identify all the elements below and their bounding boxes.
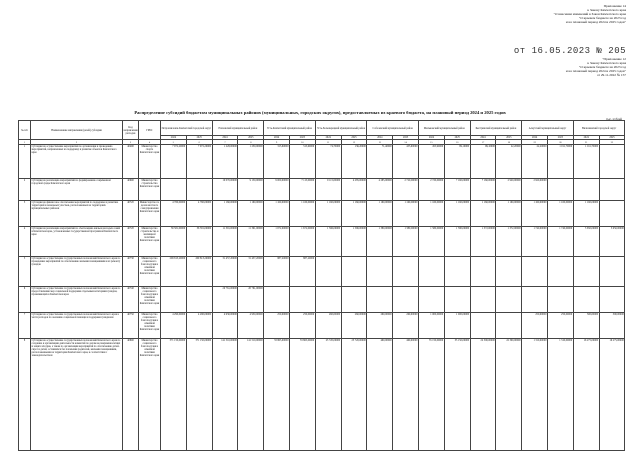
row-amount: 22,20000 [522, 145, 548, 179]
row-amount [573, 257, 599, 287]
row-subsidy-name: Субсидии на осуществление государственных полномочий Камчатского края по предоставлению мер социальной поддержки отдельным категориям граждан, проживающих в Камчатском крае [31, 287, 123, 313]
row-amount: 1 580,00000 [444, 227, 470, 257]
row-amount [599, 257, 625, 287]
row-amount: 1 580,00000 [419, 227, 445, 257]
row-amount: 250,00000 [264, 313, 290, 339]
row-amount [548, 287, 574, 313]
row-amount: 1 380,00000 [393, 227, 419, 257]
row-amount: 7 972,20000 [186, 145, 212, 179]
row-subsidy-name: Субсидии на реализацию мероприятий по обеспечению жильем молодых семей в Камчатском крае, установленных государственной программой Камчатского края [31, 227, 123, 257]
row-amount: 315,60000 [289, 145, 315, 179]
row-amount: 1 596,00000 [341, 227, 367, 257]
col-header-year: 2024 [470, 136, 496, 140]
row-amount: 74,70000 [315, 145, 341, 179]
row-amount: 260,00000 [393, 313, 419, 339]
row-amount: 371 150,00000 [186, 339, 212, 451]
row-amount [599, 145, 625, 179]
column-number: 16 [444, 140, 470, 145]
row-amount: 1 000,00000 [444, 313, 470, 339]
row-number: 6 [19, 287, 31, 313]
subsidy-table [18, 120, 625, 451]
row-amount: 887,20000 [289, 257, 315, 287]
row-amount: 7 115,00000 [289, 179, 315, 201]
row-amount: 1 740,00000 [522, 227, 548, 257]
col-header-municipality: Петропавловск-Камчатский городской округ [161, 121, 213, 136]
row-grbs: Министерство социального благополучия и семейной политики Камчатского края [139, 313, 161, 339]
row-amount: 4 290,00000 [186, 313, 212, 339]
row-expense-code: 40490 [123, 145, 139, 179]
row-amount: 1 310,00000 [548, 339, 574, 451]
row-amount: 7 160,00000 [444, 179, 470, 201]
row-expense-code: 40720 [123, 227, 139, 257]
row-amount: 9 115,00000 [315, 179, 341, 201]
table-row [19, 227, 625, 257]
col-header-municipality: Соболевский муниципальный район [367, 121, 419, 136]
column-number: 12 [341, 140, 367, 145]
row-expense-code: 40750 [123, 313, 139, 339]
table-row [19, 257, 625, 287]
row-amount: 1 011,70000 [573, 145, 599, 179]
row-amount: 455,90000 [419, 145, 445, 179]
table-row [19, 287, 625, 313]
row-amount: 7 160,00000 [470, 179, 496, 201]
row-expense-code: 40690 [123, 179, 139, 201]
row-grbs: Министерство социального благополучия и семейной политики Камчатского края [139, 339, 161, 451]
col-header-year: 2025 [548, 136, 574, 140]
col-header-year: 2024 [161, 136, 187, 140]
table-row [19, 313, 625, 339]
row-amount: 1 160,00000 [444, 201, 470, 227]
col-header-municipality: Елизовский муниципальный район [212, 121, 264, 136]
row-amount [470, 287, 496, 313]
row-amount [444, 257, 470, 287]
row-amount: 1 228,00000 [212, 145, 238, 179]
row-amount [341, 287, 367, 313]
col-header-year: 2024 [367, 136, 393, 140]
row-amount: 22,20000 [496, 145, 522, 179]
row-amount: 23 720,00000 [315, 339, 341, 451]
row-amount [186, 179, 212, 201]
row-subsidy-name: Субсидии на осуществление государственных полномочий Камчатского края в части расходов по оказанию социальной помощи и поддержки гражданам [31, 313, 123, 339]
row-amount [315, 287, 341, 313]
row-amount: 1 160,00000 [419, 201, 445, 227]
row-amount: 4 290,00000 [161, 313, 187, 339]
row-amount: 2 920,00000 [522, 179, 548, 201]
row-amount: 35 150,00000 [419, 339, 445, 451]
row-subsidy-name: Субсидии на осуществление мероприятий по организации и проведению мероприятий, направленных на поддержку и развитие объектов Камчатского края [31, 145, 123, 179]
column-number: 4 [139, 140, 161, 145]
row-amount: 22 300,00000 [470, 339, 496, 451]
row-amount [573, 287, 599, 313]
col-header-municipality: Вилючинский городской округ [573, 121, 625, 136]
row-amount: 1 011,70000 [548, 145, 574, 179]
column-number: 8 [238, 140, 264, 145]
row-amount: 4 930,00000 [212, 313, 238, 339]
row-amount [522, 257, 548, 287]
row-amount: 209 813,20000 [161, 257, 187, 287]
col-header-year: 2024 [315, 136, 341, 140]
row-amount: 9 150,00000 [238, 179, 264, 201]
col-header-kbk: Код направления расходов [123, 121, 139, 140]
row-amount [419, 257, 445, 287]
row-amount: 1 160,00000 [548, 201, 574, 227]
row-amount: 250,00000 [522, 313, 548, 339]
row-amount: 2 920,00000 [496, 179, 522, 201]
column-number: 2 [31, 140, 123, 145]
row-amount [341, 257, 367, 287]
row-amount: 1 160,00000 [393, 201, 419, 227]
row-amount: 1 160,00000 [496, 201, 522, 227]
row-amount [367, 257, 393, 287]
row-number: 3 [19, 201, 31, 227]
col-header-year: 2024 [573, 136, 599, 140]
col-header-name: Наименование направления (целей) субсидии [31, 121, 123, 140]
row-amount: 300,00000 [599, 313, 625, 339]
row-amount: 10 070,00000 [212, 179, 238, 201]
row-amount [161, 179, 187, 201]
row-number: 8 [19, 339, 31, 451]
registration-stamp: от 16.05.2023 № 205 [513, 46, 626, 56]
header-line: "О краевом бюджете на 2023 год [578, 16, 626, 21]
row-amount [315, 257, 341, 287]
row-amount [161, 287, 187, 313]
column-number: 14 [393, 140, 419, 145]
row-amount: 1 160,00000 [238, 201, 264, 227]
column-number: 22 [599, 140, 625, 145]
row-amount: 4 285,00000 [341, 179, 367, 201]
document-title: Распределение субсидий бюджетам муниципальных районов (муниципальных, городских округов), предоставляемых из краевого бюджета, на плановый период 2024 и 2025 годов [134, 110, 506, 115]
row-amount: 460,00000 [393, 339, 419, 451]
row-amount: 460,00000 [367, 339, 393, 451]
column-number: 11 [315, 140, 341, 145]
row-amount: 1 160,00000 [315, 201, 341, 227]
row-amount: 136,20000 [341, 145, 367, 179]
row-amount: 7 972,20000 [161, 145, 187, 179]
row-amount: 1 596,00000 [315, 227, 341, 257]
row-amount: 887,20000 [264, 257, 290, 287]
row-amount: 1 000,00000 [419, 313, 445, 339]
row-amount: 3 650,00000 [573, 227, 599, 257]
header-line: и на плановый период 2024 и 2025 годов" [565, 69, 626, 74]
col-header-year: 2025 [599, 136, 625, 140]
col-header-year: 2025 [238, 136, 264, 140]
row-grbs: Министерство спорта Камчатского края [139, 145, 161, 179]
row-number: 7 [19, 313, 31, 339]
row-subsidy-name: Субсидии на реализацию мероприятий по формированию современной городской среды Камчатского края [31, 179, 123, 201]
row-amount: 4 930,00000 [238, 313, 264, 339]
row-grbs: Министерство по делам местного самоуправления Камчатского края [139, 201, 161, 227]
table-row [19, 339, 625, 451]
row-amount: 36 581,00000 [186, 227, 212, 257]
row-amount: 141 510,00000 [212, 339, 238, 451]
col-header-num: № п/п [19, 121, 31, 140]
row-number: 4 [19, 227, 31, 257]
header-line: "Приложение 12 [602, 57, 626, 61]
row-amount: 1 380,00000 [367, 227, 393, 257]
row-amount: 11 391,00000 [212, 227, 238, 257]
row-expense-code: 40740 [123, 287, 139, 313]
header-line: "О краевом бюджете на 2023 год [578, 65, 626, 70]
header-line: "О внесении изменений в Закон Камчатского края [553, 12, 626, 17]
col-header-municipality: Мильковский муниципальный район [419, 121, 471, 136]
row-amount: 315,60000 [264, 145, 290, 179]
row-amount [393, 287, 419, 313]
row-amount: 141 510,00000 [238, 339, 264, 451]
header-line: к Закону Камчатского края [587, 61, 626, 66]
col-header-year: 2024 [522, 136, 548, 140]
row-subsidy-name: Субсидии на осуществление государственных полномочий Камчатского края по созданию и организации деятельности комиссий по делам несовершеннолетних и защите их прав, а также по организации мероприятий по обеспечению детей-сирот и детей, оставшихся без попечения родителей, жилыми помещениями, расположенными на территории Камчатского края, в соответствии с законодательством [31, 339, 123, 451]
table-row [19, 145, 625, 179]
row-amount: 1 160,00000 [470, 201, 496, 227]
row-amount [496, 287, 522, 313]
table-row [19, 201, 625, 227]
row-amount: 1 372,00000 [470, 227, 496, 257]
row-amount: 22 300,00000 [496, 339, 522, 451]
header-line: к Закону Камчатского края [587, 8, 626, 13]
row-amount: 250,00000 [289, 313, 315, 339]
row-amount [470, 257, 496, 287]
row-amount: 260,00000 [315, 313, 341, 339]
column-number: 6 [186, 140, 212, 145]
header-line: от 29.11.2022 № 157 [596, 73, 626, 78]
row-amount [419, 287, 445, 313]
row-amount: 35 150,00000 [444, 339, 470, 451]
row-amount [496, 313, 522, 339]
row-number: 2 [19, 179, 31, 201]
row-subsidy-name: Субсидии на осуществление государственных полномочий Камчатского края по проведению мероприятий по обеспечению жилыми помещениями и их ремонту граждан [31, 257, 123, 287]
row-grbs: Министерство строительства Камчатского края [139, 179, 161, 201]
row-amount: 2 720,00000 [419, 179, 445, 201]
row-amount: 1 740,00000 [548, 227, 574, 257]
row-amount: 31 457,20000 [238, 257, 264, 287]
row-amount [548, 179, 574, 201]
row-number: 1 [19, 145, 31, 179]
row-amount [522, 287, 548, 313]
row-amount: 23 720,00000 [341, 339, 367, 451]
col-header-year: 2025 [444, 136, 470, 140]
row-amount: 1 672,00000 [264, 227, 290, 257]
row-amount: 20 761,00000 [238, 287, 264, 313]
table-row [19, 179, 625, 201]
row-amount: 71,40000 [367, 145, 393, 179]
col-header-year: 2025 [289, 136, 315, 140]
column-number: 15 [419, 140, 445, 145]
col-header-year: 2025 [393, 136, 419, 140]
row-amount: 455,90000 [393, 145, 419, 179]
row-subsidy-name: Субсидии на финансовое обеспечение мероприятий по поддержке и развитию территорий и земельных участков, расположенных на территориях муниципальных районов [31, 201, 123, 227]
row-amount: 4 760,00000 [186, 201, 212, 227]
row-amount: 4 285,00000 [367, 179, 393, 201]
row-amount: 260,00000 [367, 313, 393, 339]
row-amount: 4 760,00000 [161, 201, 187, 227]
row-grbs: Министерство социального благополучия и семейной политики Камчатского края [139, 257, 161, 287]
column-number: 9 [264, 140, 290, 145]
header-line: и на плановый период 2024 и 2025 годов" [565, 20, 626, 25]
row-amount: 250,00000 [548, 313, 574, 339]
row-amount: 33 865,00000 [264, 339, 290, 451]
row-amount: 1 230,00000 [238, 145, 264, 179]
row-amount [367, 287, 393, 313]
column-number: 19 [522, 140, 548, 145]
col-header-municipality: Быстринский муниципальный район [470, 121, 522, 136]
col-header-grbs: ГРБС [139, 121, 161, 140]
row-amount [496, 257, 522, 287]
row-amount: 1 160,00000 [212, 201, 238, 227]
row-grbs: Министерство социального благополучия и семейной политики Камчатского края [139, 287, 161, 313]
col-header-year: 2025 [496, 136, 522, 140]
row-amount: 1 160,00000 [573, 201, 599, 227]
col-header-municipality: Усть-Большерецкий муниципальный район [315, 121, 367, 136]
row-amount [548, 257, 574, 287]
row-amount: 1 160,00000 [264, 201, 290, 227]
column-number: 18 [496, 140, 522, 145]
column-number: 1 [19, 140, 31, 145]
row-amount: 1 672,00000 [289, 227, 315, 257]
column-number: 20 [548, 140, 574, 145]
row-expense-code: 40730 [123, 257, 139, 287]
row-amount [264, 287, 290, 313]
row-amount: 1 160,00000 [522, 201, 548, 227]
row-amount [289, 287, 315, 313]
row-number: 5 [19, 257, 31, 287]
row-grbs: Министерство строительства и жилищной политики Камчатского края [139, 227, 161, 257]
row-amount: 2 720,00000 [393, 179, 419, 201]
row-amount: 209 813,20000 [186, 257, 212, 287]
row-amount: 16 275,00000 [599, 339, 625, 451]
col-header-year: 2024 [212, 136, 238, 140]
row-amount: 11 391,00000 [238, 227, 264, 257]
col-header-year: 2024 [264, 136, 290, 140]
row-amount [599, 287, 625, 313]
column-number: 5 [161, 140, 187, 145]
row-amount: 1 160,00000 [289, 201, 315, 227]
row-amount: 16 275,00000 [573, 339, 599, 451]
row-amount [599, 201, 625, 227]
col-header-municipality: Усть-Камчатский муниципальный район [264, 121, 316, 136]
column-number: 7 [212, 140, 238, 145]
row-amount [573, 179, 599, 201]
row-amount: 300,00000 [573, 313, 599, 339]
row-amount: 371 150,00000 [161, 339, 187, 451]
appendix-header-original [496, 57, 626, 77]
column-number: 17 [470, 140, 496, 145]
row-amount: 1 160,00000 [341, 201, 367, 227]
row-amount [444, 287, 470, 313]
unit-label: тыс. рублей [606, 117, 622, 121]
column-number: 3 [123, 140, 139, 145]
row-amount: 99,10000 [444, 145, 470, 179]
appendix-header [496, 4, 626, 24]
row-amount [599, 179, 625, 201]
col-header-year: 2024 [419, 136, 445, 140]
row-expense-code: 40720 [123, 201, 139, 227]
row-amount: 3 650,00000 [599, 227, 625, 257]
column-number: 13 [367, 140, 393, 145]
row-amount: 1 310,00000 [522, 339, 548, 451]
row-amount: 9 000,00000 [264, 179, 290, 201]
row-amount: 1 372,00000 [496, 227, 522, 257]
col-header-year: 2025 [186, 136, 212, 140]
column-number: 10 [289, 140, 315, 145]
row-amount [470, 313, 496, 339]
row-amount [186, 287, 212, 313]
column-number: 21 [573, 140, 599, 145]
row-amount: 20 761,00000 [212, 287, 238, 313]
row-amount [393, 257, 419, 287]
col-header-municipality: Алеутский муниципальный округ [522, 121, 574, 136]
row-amount: 31 457,20000 [212, 257, 238, 287]
row-amount: 1 160,00000 [367, 201, 393, 227]
col-header-year: 2025 [341, 136, 367, 140]
row-amount: 260,00000 [341, 313, 367, 339]
row-expense-code: 40890 [123, 339, 139, 451]
header-row [19, 121, 625, 136]
row-amount: 33 865,00000 [289, 339, 315, 451]
row-amount: 99,10000 [470, 145, 496, 179]
header-line: Приложение 14 [603, 4, 626, 8]
row-amount: 36 581,00000 [161, 227, 187, 257]
